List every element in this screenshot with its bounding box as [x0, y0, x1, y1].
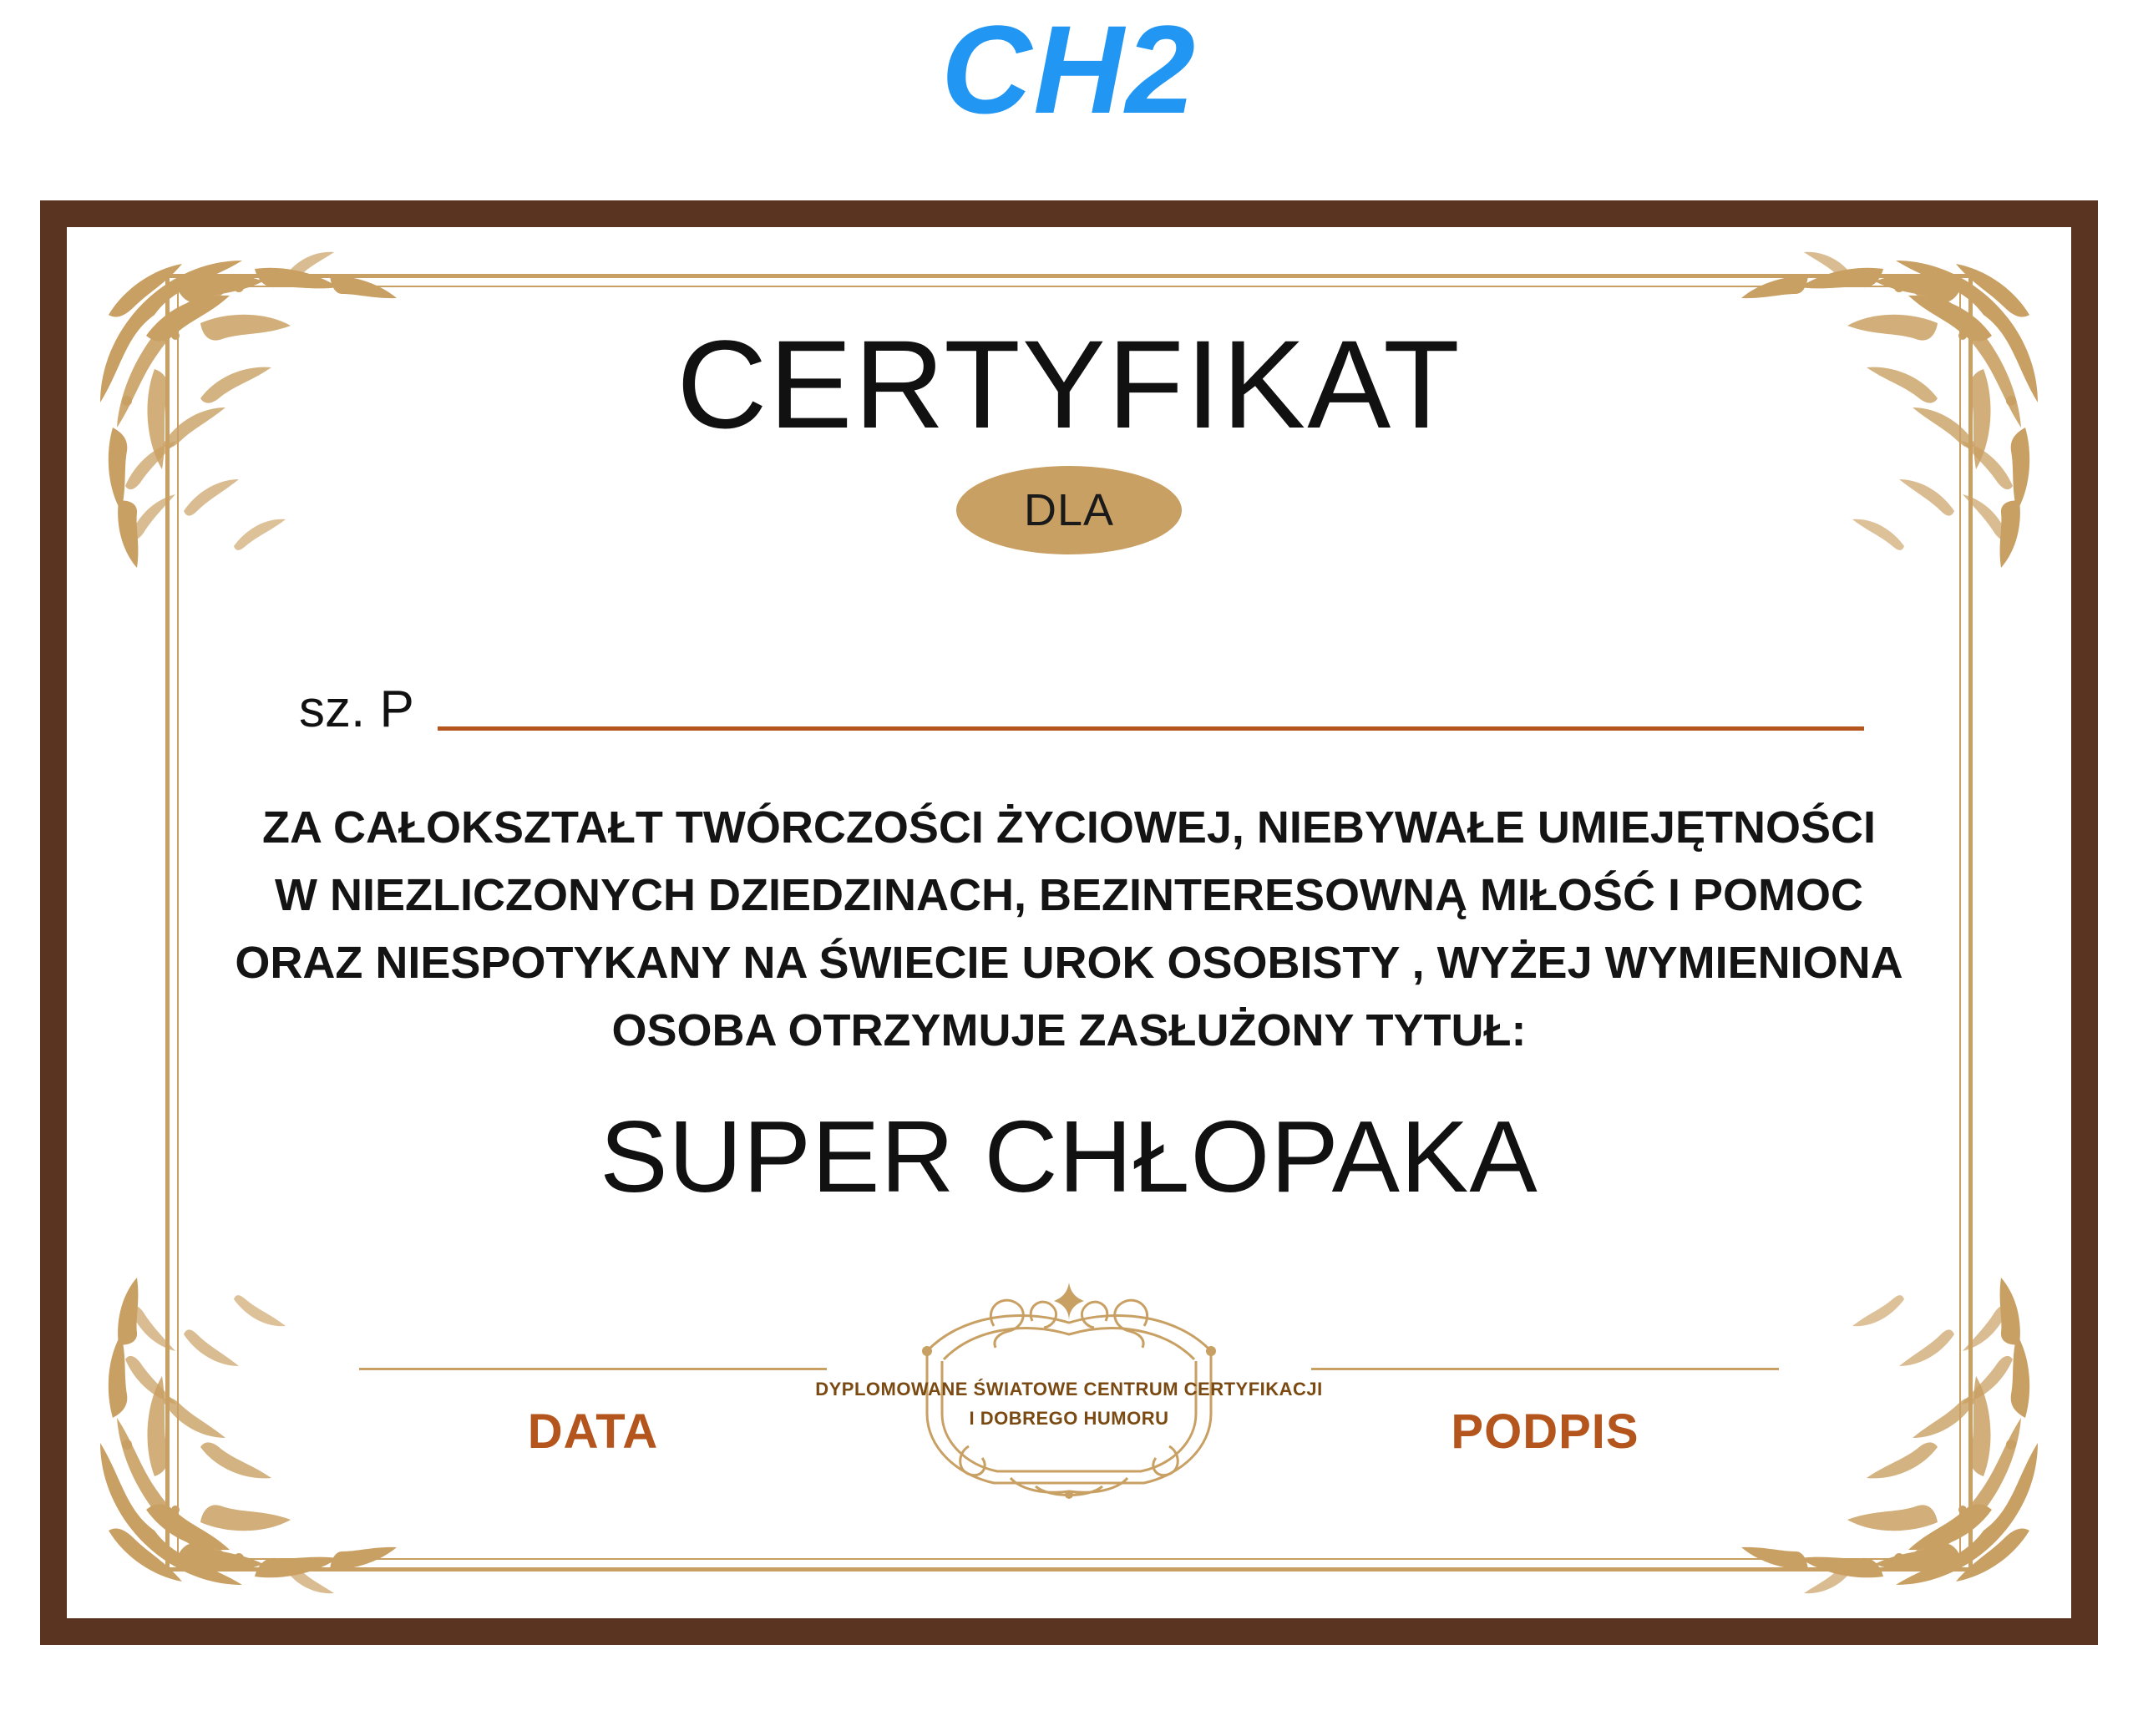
page-title: CERTYFIKAT: [676, 314, 1462, 454]
watermark-ch2: CH2: [940, 0, 1198, 139]
seal-text-line-1: DYPLOMOWANE ŚWIATOWE CENTRUM CERTYFIKACJI: [815, 1379, 1323, 1399]
signature-line[interactable]: [1311, 1368, 1779, 1370]
citation-text: [234, 794, 1904, 1065]
citation-line-1: ZA CAŁOKSZTAŁT TWÓRCZOŚCI ŻYCIOWEJ, NIEBYWAŁE UMIEJĘTNOŚCI: [262, 802, 1876, 853]
certificate-content: [234, 269, 1904, 1577]
seal-emblem: [802, 1268, 1336, 1510]
seal-text-line-2: I DOBREGO HUMORU: [969, 1408, 1169, 1430]
citation-line-2: W NIEZLICZONYCH DZIEDZINACH, BEZINTERESOWNĄ MIŁOŚĆ I POMOC: [275, 869, 1863, 920]
date-block: [359, 1368, 827, 1460]
signature-block: [1311, 1368, 1779, 1460]
recipient-input-line[interactable]: [438, 726, 1864, 731]
recipient-label: sz. P: [299, 680, 414, 738]
award-title: SUPER CHŁOPAKA: [600, 1099, 1538, 1213]
date-line[interactable]: [359, 1368, 827, 1370]
citation-line-4: OSOBA OTRZYMUJE ZASŁUŻONY TYTUŁ:: [611, 1005, 1527, 1055]
badge-container: [234, 466, 1904, 554]
signature-label: PODPIS: [1451, 1404, 1639, 1459]
status-badge: DLA: [956, 466, 1182, 554]
certificate-footer: [234, 1268, 1904, 1543]
certificate-frame: [40, 200, 2098, 1645]
citation-line-3: ORAZ NIESPOTYKANY NA ŚWIECIE UROK OSOBISTY , WYŻEJ WYMIENIONA: [235, 937, 1903, 988]
seal-text: [802, 1374, 1336, 1433]
certificate-canvas: [67, 227, 2071, 1618]
recipient-row: [234, 680, 1904, 742]
date-label: DATA: [527, 1404, 659, 1459]
